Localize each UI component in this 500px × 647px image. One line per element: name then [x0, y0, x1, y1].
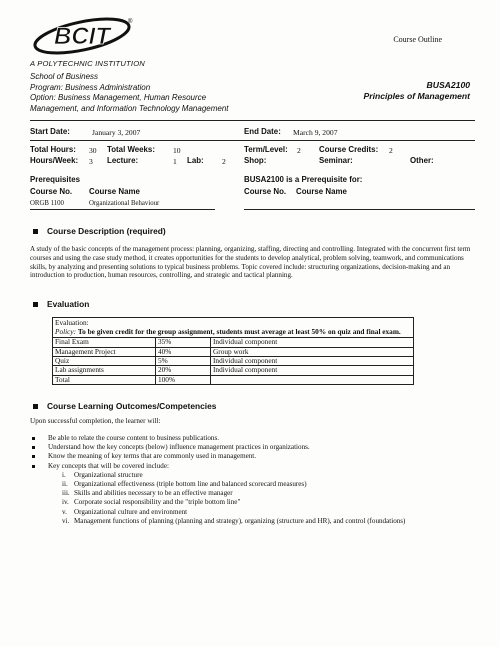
table-row — [53, 338, 413, 347]
list-item: Understand how the key concepts (below) influence management practices in organizations. — [30, 443, 475, 452]
eval-type: Individual component — [211, 366, 414, 375]
policy-label: Policy: — [55, 326, 77, 336]
evaluation-box-title: Evaluation: — [55, 318, 89, 327]
outcomes-list — [30, 434, 475, 526]
sub-list-item: i. Organizational structure — [62, 470, 143, 479]
table-row — [53, 366, 413, 375]
list-item: Be able to relate the course content to business publications. — [30, 434, 475, 443]
lecture-label: Lecture: — [107, 156, 139, 165]
seminar-label: Seminar: — [319, 156, 353, 165]
start-date-label: Start Date: — [30, 127, 70, 136]
sub-list-item: ii. Organizational effectiveness (triple bottom line and balanced scorecard measures) — [62, 480, 307, 489]
tagline: A POLYTECHNIC INSTITUTION — [30, 59, 145, 68]
eval-type: Individual component — [211, 338, 414, 347]
end-date-label: End Date: — [244, 127, 281, 136]
end-date: March 9, 2007 — [293, 128, 338, 137]
lab-value: 2 — [222, 157, 226, 166]
sub-list-item: iv. Corporate social responsibility and the "triple bottom line" — [62, 498, 241, 507]
list-item: Key concepts that will be covered include: — [30, 462, 475, 471]
prereq-for-col-name: Course Name — [296, 187, 347, 196]
course-title: Principles of Management — [363, 91, 470, 101]
divider — [30, 209, 215, 210]
eval-weight: 20% — [156, 366, 211, 375]
hours-week: 3 — [89, 157, 93, 166]
policy-text: To be given credit for the group assignment, students must average at least 50% on quiz and final exam. — [77, 326, 401, 336]
evaluation-policy — [55, 328, 411, 337]
eval-weight: 35% — [156, 338, 211, 347]
program-name: Program: Business Administration — [30, 82, 151, 92]
divider — [30, 140, 475, 141]
sub-list-item: iii. Skills and abilities necessary to be an effective manager — [62, 489, 233, 498]
school-name: School of Business — [30, 72, 99, 81]
option-line-1: Option: Business Management, Human Resource — [30, 93, 207, 102]
prereq-course-name: Organizational Behaviour — [89, 200, 160, 207]
eval-weight: 100% — [156, 375, 211, 384]
eval-item: Total — [53, 375, 156, 384]
prereq-col-no: Course No. — [30, 187, 73, 196]
hours-week-label: Hours/Week: — [30, 156, 79, 165]
prereq-col-name: Course Name — [89, 187, 140, 196]
outcomes-intro: Upon successful completion, the learner will: — [30, 417, 161, 425]
eval-type: Individual component — [211, 357, 414, 366]
lecture-value: 1 — [173, 157, 177, 166]
evaluation-heading: Evaluation — [47, 299, 90, 309]
term-value: 2 — [297, 146, 301, 155]
sub-list-item: v. Organizational culture and environment — [62, 507, 188, 516]
list-item: Know the meaning of key terms that are commonly used in management. — [30, 452, 475, 461]
total-hours: 30 — [89, 146, 97, 155]
other-label: Other: — [410, 156, 434, 165]
table-row — [53, 375, 413, 384]
credits-value: 2 — [389, 146, 393, 155]
bullet-dot — [32, 465, 35, 468]
evaluation-box — [52, 317, 414, 385]
prerequisites-heading: Prerequisites — [30, 175, 80, 184]
outcomes-heading: Course Learning Outcomes/Competencies — [47, 401, 217, 411]
course-code: BUSA2100 — [426, 80, 470, 90]
eval-item: Quiz — [53, 357, 156, 366]
divider — [244, 209, 475, 210]
prereq-for-heading: BUSA2100 is a Prerequisite for: — [244, 175, 363, 184]
svg-text:®: ® — [128, 19, 133, 25]
bullet-dot — [32, 437, 35, 440]
credits-label: Course Credits: — [319, 145, 379, 154]
logo-text: BCIT — [54, 23, 110, 50]
description-heading: Course Description (required) — [47, 226, 166, 236]
total-weeks-label: Total Weeks: — [107, 145, 155, 154]
term-label: Term/Level: — [244, 145, 288, 154]
total-weeks: 10 — [173, 146, 181, 155]
eval-type: Group work — [211, 347, 414, 356]
evaluation-table — [53, 337, 413, 384]
eval-item: Lab assignments — [53, 366, 156, 375]
start-date: January 3, 2007 — [92, 128, 141, 137]
total-hours-label: Total Hours: — [30, 145, 76, 154]
bcit-logo — [30, 14, 135, 60]
eval-weight: 5% — [156, 357, 211, 366]
course-description: A study of the basic concepts of the management process: planning, organizing, staffing, directing and controlling. Integrated with the concurrent first term courses and using the case study method, it creates opportunities for the students to develop analytical, problem solving, teamwork, and communications skills, by analyzing and presenting solutions to typical business problems. Topic covered include: structuring organizations, decision-making and an introduction to production, human resources, controlling, and strategic and tactical planning. — [30, 245, 471, 280]
section-bullet — [33, 404, 38, 409]
bullet-dot — [32, 446, 35, 449]
divider — [30, 120, 475, 121]
prereq-for-col-no: Course No. — [244, 187, 287, 196]
section-bullet — [33, 229, 38, 234]
option-line-2: Management, and Information Technology Management — [30, 103, 229, 113]
eval-weight: 40% — [156, 347, 211, 356]
eval-item: Final Exam — [53, 338, 156, 347]
document-label: Course Outline — [393, 35, 442, 44]
sub-list-item: vi. Management functions of planning (planning and strategy), organizing (structure and HR), and control (foundations) — [62, 516, 406, 525]
program-info — [30, 72, 229, 114]
eval-type — [211, 375, 414, 384]
bullet-dot — [32, 455, 35, 458]
prereq-course-no: ORGB 1100 — [30, 200, 64, 207]
lab-label: Lab: — [187, 156, 204, 165]
section-bullet — [33, 302, 38, 307]
course-heading — [364, 80, 471, 102]
eval-item: Management Project — [53, 347, 156, 356]
shop-label: Shop: — [244, 156, 267, 165]
